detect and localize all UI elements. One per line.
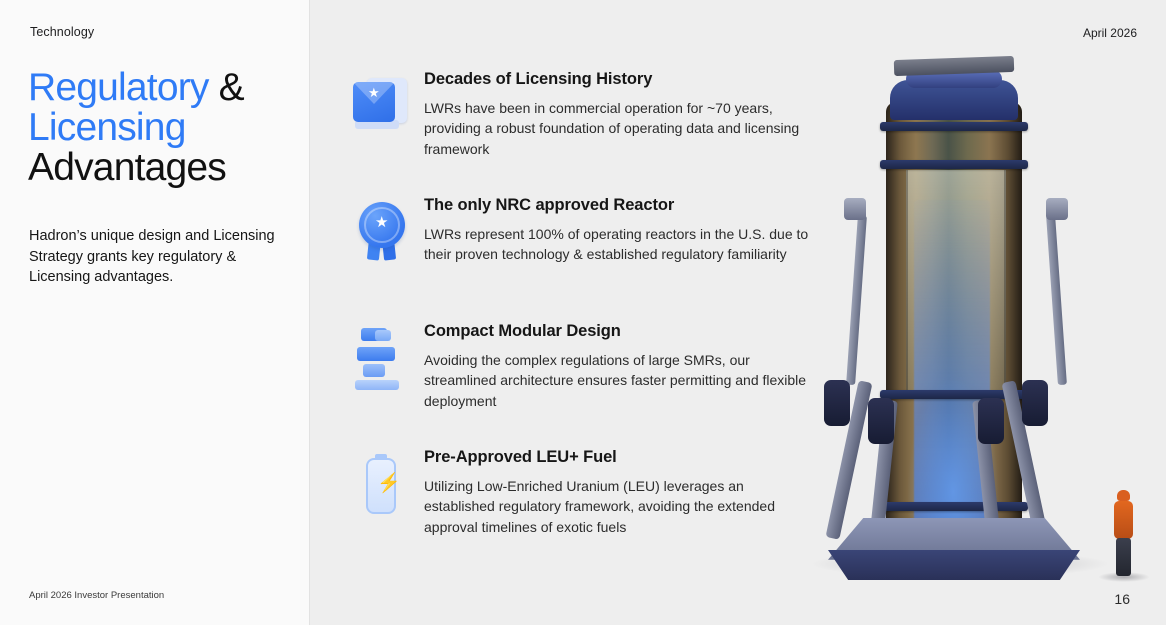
feature-body: Avoiding the complex regulations of large SMRs, our streamlined architecture ensures faster permitting and flexible deployment xyxy=(424,352,807,409)
feature-title: Compact Modular Design xyxy=(424,322,621,340)
left-panel xyxy=(0,0,310,625)
stacked-blocks-icon xyxy=(353,328,411,390)
document-star-icon: ★ xyxy=(353,76,411,138)
page-subtitle: Hadron’s unique design and Licensing Strategy grants key regulatory & Licensing advantages. xyxy=(29,228,275,285)
page-title-line1-accent: Regulatory xyxy=(28,66,209,109)
list-item xyxy=(340,320,810,423)
page-title-line3: Advantages xyxy=(28,146,226,189)
nuclear-reactor-render xyxy=(780,50,1160,615)
feature-body: LWRs represent 100% of operating reactors in the U.S. due to their proven technology & established regulatory familiarity xyxy=(424,226,809,263)
section-eyebrow: Technology xyxy=(30,25,95,39)
feature-title: Pre-Approved LEU+ Fuel xyxy=(424,448,617,466)
list-item xyxy=(340,194,810,297)
feature-list xyxy=(340,68,810,572)
date-label: April 2026 xyxy=(1082,26,1137,40)
page-title xyxy=(28,68,293,188)
list-item xyxy=(340,68,810,171)
page-number: 16 xyxy=(1114,591,1130,607)
battery-bolt-icon: ⚡ xyxy=(353,454,411,516)
feature-body: LWRs have been in commercial operation for ~70 years, providing a robust foundation of operating data and licensing framework xyxy=(424,100,800,157)
feature-icon-slot xyxy=(340,320,424,390)
page-title-line2-accent: Licensing xyxy=(28,106,186,149)
list-item xyxy=(340,446,810,549)
feature-title: Decades of Licensing History xyxy=(424,70,653,88)
page-title-line1-plain: & xyxy=(208,66,244,109)
feature-icon-slot xyxy=(340,446,424,516)
technician-figure xyxy=(1110,490,1136,576)
content-panel xyxy=(310,0,1166,625)
award-badge-icon: ★ xyxy=(353,202,411,264)
feature-title: The only NRC approved Reactor xyxy=(424,196,675,214)
feature-body: Utilizing Low-Enriched Uranium (LEU) leverages an established regulatory framework, avoiding the extended approval timelines of exotic fuels xyxy=(424,478,775,535)
footer-note: April 2026 Investor Presentation xyxy=(29,590,165,601)
feature-icon-slot xyxy=(340,68,424,138)
feature-icon-slot xyxy=(340,194,424,264)
